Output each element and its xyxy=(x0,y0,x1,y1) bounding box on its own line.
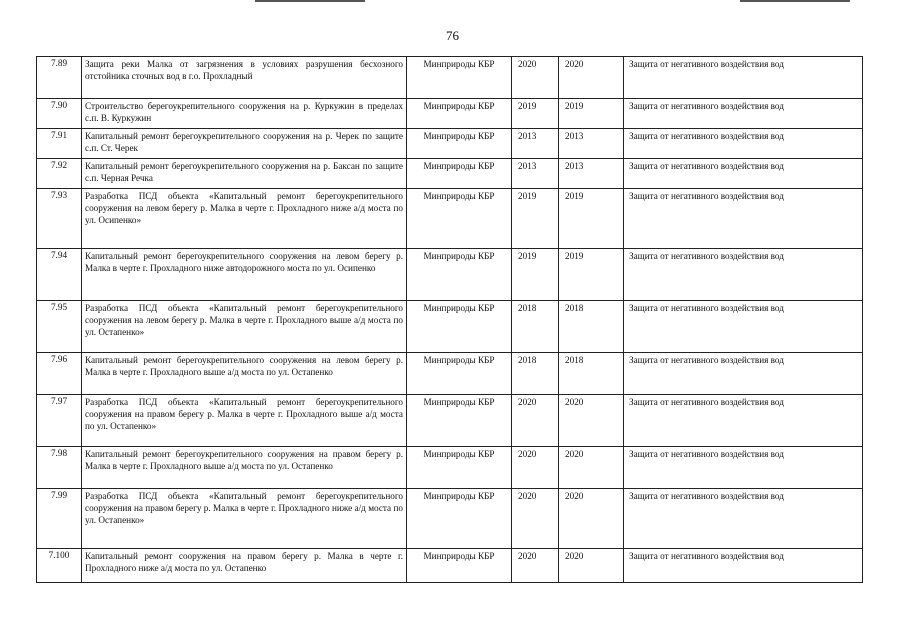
table-row xyxy=(37,301,863,353)
measure-name: Разработка ПСД объекта «Капитальный ремонт берегоукрепительного сооружения на правом берегу р. Малка в черте г. Прохладного выше а/д моста по ул. Остапенко» xyxy=(82,395,407,447)
scan-artifact-line xyxy=(255,0,365,2)
direction: Защита от негативного воздействия вод xyxy=(624,129,863,159)
measure-name: Капитальный ремонт берегоукрепительного сооружения на правом берегу р. Малка в черте г. Прохладного выше а/д моста по ул. Остапенко xyxy=(82,447,407,489)
measure-name: Разработка ПСД объекта «Капитальный ремонт берегоукрепительного сооружения на левом берегу р. Малка в черте г. Прохладного выше а/д моста по ул. Остапенко» xyxy=(82,301,407,353)
row-number: 7.99 xyxy=(37,489,82,549)
table-row xyxy=(37,489,863,549)
end-year: 2019 xyxy=(559,189,624,249)
table-row xyxy=(37,129,863,159)
responsible-org: Минприроды КБР xyxy=(407,489,512,549)
direction: Защита от негативного воздействия вод xyxy=(624,99,863,129)
responsible-org: Минприроды КБР xyxy=(407,159,512,189)
end-year: 2018 xyxy=(559,301,624,353)
start-year: 2013 xyxy=(512,159,559,189)
responsible-org: Минприроды КБР xyxy=(407,549,512,583)
row-number: 7.89 xyxy=(37,57,82,99)
row-number: 7.98 xyxy=(37,447,82,489)
end-year: 2020 xyxy=(559,549,624,583)
direction: Защита от негативного воздействия вод xyxy=(624,549,863,583)
end-year: 2020 xyxy=(559,489,624,549)
measure-name: Капитальный ремонт берегоукрепительного сооружения на левом берегу р. Малка в черте г. Прохладного выше а/д моста по ул. Остапенко xyxy=(82,353,407,395)
page-number: 76 xyxy=(446,28,459,43)
responsible-org: Минприроды КБР xyxy=(407,353,512,395)
start-year: 2019 xyxy=(512,189,559,249)
start-year: 2019 xyxy=(512,249,559,301)
direction: Защита от негативного воздействия вод xyxy=(624,301,863,353)
row-number: 7.92 xyxy=(37,159,82,189)
responsible-org: Минприроды КБР xyxy=(407,129,512,159)
end-year: 2020 xyxy=(559,57,624,99)
table-row xyxy=(37,549,863,583)
direction: Защита от негативного воздействия вод xyxy=(624,57,863,99)
responsible-org: Минприроды КБР xyxy=(407,395,512,447)
table-row xyxy=(37,395,863,447)
responsible-org: Минприроды КБР xyxy=(407,249,512,301)
table-row xyxy=(37,159,863,189)
table-row xyxy=(37,447,863,489)
row-number: 7.94 xyxy=(37,249,82,301)
start-year: 2013 xyxy=(512,129,559,159)
scan-artifact-line xyxy=(740,0,850,2)
direction: Защита от негативного воздействия вод xyxy=(624,353,863,395)
end-year: 2020 xyxy=(559,395,624,447)
measure-name: Капитальный ремонт берегоукрепительного сооружения на р. Черек по защите с.п. Ст. Черек xyxy=(82,129,407,159)
row-number: 7.90 xyxy=(37,99,82,129)
direction: Защита от негативного воздействия вод xyxy=(624,395,863,447)
start-year: 2020 xyxy=(512,57,559,99)
start-year: 2020 xyxy=(512,489,559,549)
start-year: 2020 xyxy=(512,549,559,583)
direction: Защита от негативного воздействия вод xyxy=(624,189,863,249)
start-year: 2019 xyxy=(512,99,559,129)
row-number: 7.96 xyxy=(37,353,82,395)
end-year: 2013 xyxy=(559,129,624,159)
direction: Защита от негативного воздействия вод xyxy=(624,489,863,549)
row-number: 7.93 xyxy=(37,189,82,249)
measure-name: Разработка ПСД объекта «Капитальный ремонт берегоукрепительного сооружения на левом берегу р. Малка в черте г. Прохладного ниже а/д моста по ул. Осипенко» xyxy=(82,189,407,249)
measures-table xyxy=(36,56,863,583)
row-number: 7.95 xyxy=(37,301,82,353)
end-year: 2018 xyxy=(559,353,624,395)
end-year: 2013 xyxy=(559,159,624,189)
row-number: 7.91 xyxy=(37,129,82,159)
responsible-org: Минприроды КБР xyxy=(407,57,512,99)
measure-name: Капитальный ремонт сооружения на правом берегу р. Малка в черте г. Прохладного ниже а/д моста по ул. Остапенко xyxy=(82,549,407,583)
measure-name: Разработка ПСД объекта «Капитальный ремонт берегоукрепительного сооружения на правом берегу р. Малка в черте г. Прохладного ниже а/д моста по ул. Остапенко» xyxy=(82,489,407,549)
responsible-org: Минприроды КБР xyxy=(407,189,512,249)
start-year: 2020 xyxy=(512,447,559,489)
row-number: 7.97 xyxy=(37,395,82,447)
direction: Защита от негативного воздействия вод xyxy=(624,447,863,489)
measure-name: Капитальный ремонт берегоукрепительного сооружения на левом берегу р. Малка в черте г. Прохладного ниже автодорожного моста по ул. Осипенко xyxy=(82,249,407,301)
responsible-org: Минприроды КБР xyxy=(407,99,512,129)
start-year: 2020 xyxy=(512,395,559,447)
measure-name: Защита реки Малка от загрязнения в условиях разрушения бесхозного отстойника сточных вод в г.о. Прохладный xyxy=(82,57,407,99)
end-year: 2019 xyxy=(559,249,624,301)
row-number: 7.100 xyxy=(37,549,82,583)
responsible-org: Минприроды КБР xyxy=(407,447,512,489)
measure-name: Строительство берегоукрепительного сооружения на р. Куркужин в пределах с.п. В. Куркужин xyxy=(82,99,407,129)
direction: Защита от негативного воздействия вод xyxy=(624,159,863,189)
direction: Защита от негативного воздействия вод xyxy=(624,249,863,301)
end-year: 2019 xyxy=(559,99,624,129)
responsible-org: Минприроды КБР xyxy=(407,301,512,353)
end-year: 2020 xyxy=(559,447,624,489)
start-year: 2018 xyxy=(512,353,559,395)
start-year: 2018 xyxy=(512,301,559,353)
measure-name: Капитальный ремонт берегоукрепительного сооружения на р. Баксан по защите с.п. Черная Речка xyxy=(82,159,407,189)
table-row xyxy=(37,99,863,129)
table-row xyxy=(37,249,863,301)
table-row xyxy=(37,57,863,99)
table-row xyxy=(37,189,863,249)
table-row xyxy=(37,353,863,395)
